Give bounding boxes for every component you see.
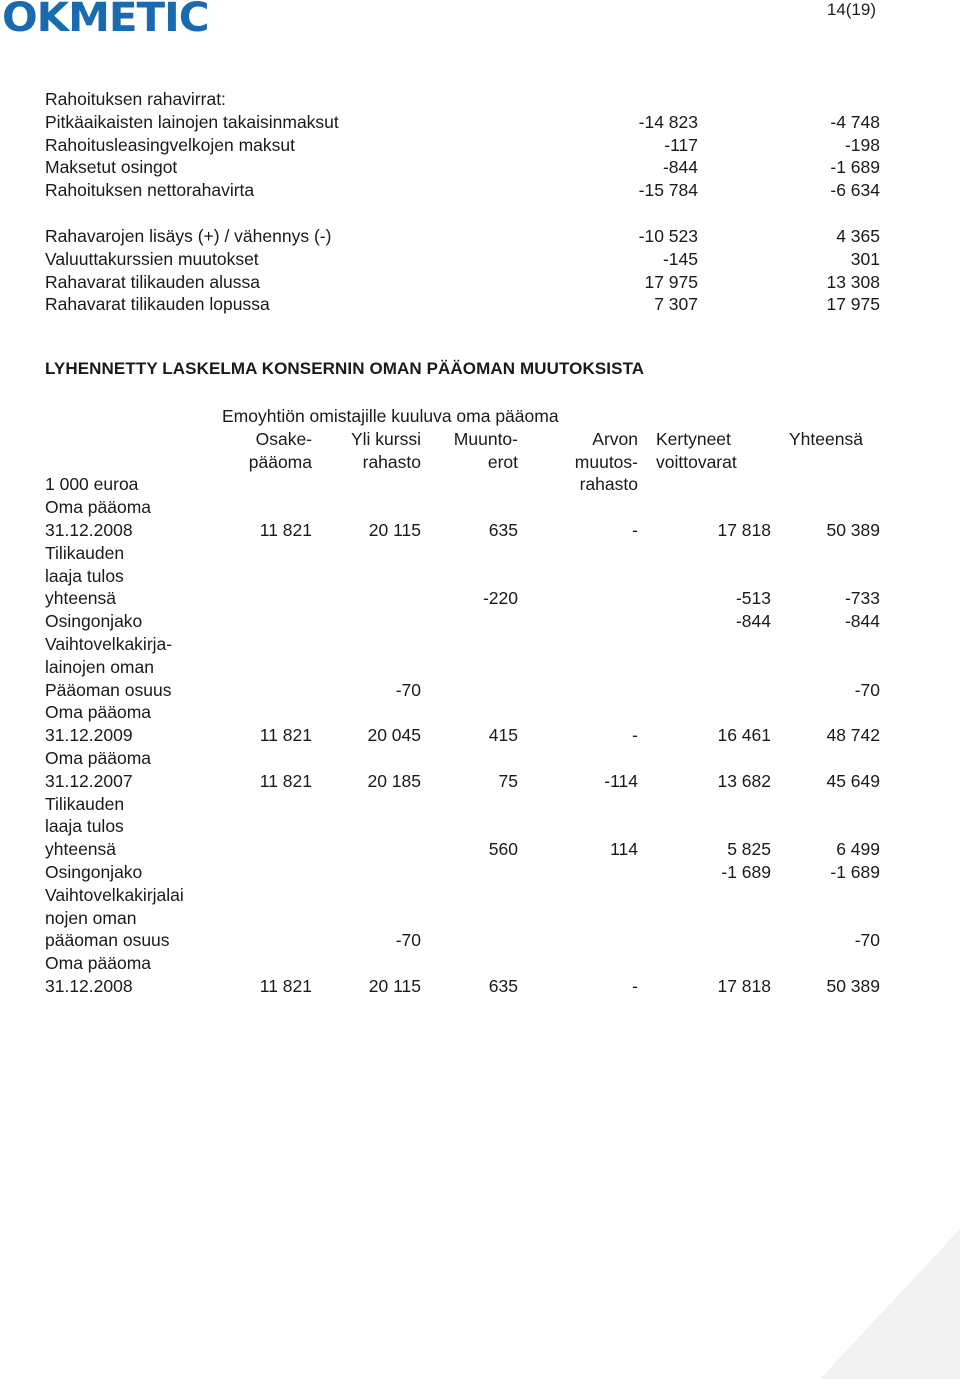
cashflow-row [45,156,880,179]
cashflow-section [45,88,880,316]
equity-section-title: LYHENNETTY LASKELMA KONSERNIN OMAN PÄÄOMAN MUUTOKSISTA [45,359,645,378]
table-cell: 415 [488,725,518,746]
table-cell: 45 649 [826,770,880,791]
col-header-share-premium: Yli kurssi [350,428,421,449]
table-cell: 11 821 [259,725,312,746]
table-cell: 13 682 [717,770,771,791]
table-row [45,724,880,747]
table-row [45,656,880,679]
table-cell: -114 [604,770,638,791]
row-label: Rahoituksen nettorahavirta [45,180,255,201]
table-cell: - [632,519,638,540]
table-cell: -220 [482,588,518,609]
value-2009: 17 975 [644,271,698,292]
col-header-share-capital-2: pääoma [248,451,312,472]
table-cell: -513 [735,588,771,609]
row-label: Rahavarat tilikauden lopussa [45,294,270,315]
value-2009: -14 823 [638,111,698,132]
header-row-1 [45,428,880,451]
table-row [45,929,880,952]
value-2008: 301 [850,248,880,269]
table-row [45,952,880,975]
table-cell: 16 461 [717,725,771,746]
row-label: 31.12.2007 [45,770,133,791]
table-row [45,770,880,793]
table-row [45,838,880,861]
table-cell: 6 499 [836,839,880,860]
row-label: Valuuttakurssien muutokset [45,248,259,269]
table-cell: 560 [488,839,518,860]
value-2009: -145 [662,248,698,269]
row-label: Maksetut osingot [45,157,178,178]
col-header-fair-value-2: muutos- [574,451,638,472]
table-row [45,747,880,770]
row-label: Oma pääoma [45,702,152,723]
table-row [45,975,880,998]
table-row [45,542,880,565]
value-2008: -198 [844,134,880,155]
table-cell: 48 742 [826,725,880,746]
cashflow-row [45,225,880,248]
row-label: Rahavarat tilikauden alussa [45,271,260,292]
table-cell: - [632,725,638,746]
table-cell: 114 [610,839,638,860]
cashflow-row [45,111,880,134]
table-row [45,793,880,816]
col-header-fair-value: Arvon [592,428,638,449]
col-header-fair-value-3: rahasto [579,474,638,495]
row-label: Tilikauden [45,793,125,814]
cashflow-row [45,179,880,202]
col-header-share-capital: Osake- [255,428,312,449]
row-label: laaja tulos [45,565,124,586]
value-2009: 7 307 [654,294,698,315]
table-cell: 50 389 [826,519,880,540]
col-header-translation-2: erot [487,451,518,472]
row-label: Vaihtovelkakirja- [45,633,173,654]
okmetic-logo: OKMETIC [2,0,209,41]
value-2008: -6 634 [830,180,880,201]
row-label: Rahavarojen lisäys (+) / vähennys (-) [45,225,332,246]
row-label: pääoman osuus [45,930,170,951]
cashflow-row [45,248,880,271]
table-cell: -1 689 [830,861,880,882]
table-cell: -70 [395,930,421,951]
equity-table-body [45,496,880,998]
table-row [45,633,880,656]
col-header-translation: Muunto- [453,428,518,449]
row-label: Vaihtovelkakirjalai [45,884,184,905]
table-cell: -844 [844,611,880,632]
header-row-group [45,405,880,428]
cashflow-row [45,293,880,316]
table-cell: 20 045 [367,725,421,746]
col-header-retained: Kertyneet [656,428,731,449]
unit-label: 1 000 euroa [45,474,139,495]
equity-table [45,405,880,998]
spacer [45,202,880,225]
row-label: Oma pääoma [45,747,152,768]
cashflow-heading: Rahoituksen rahavirrat: [45,89,226,109]
row-label: 31.12.2009 [45,725,133,746]
value-2008: 17 975 [826,294,880,315]
row-label: yhteensä [45,588,117,609]
table-row [45,565,880,588]
table-cell: 50 389 [826,975,880,996]
header-row-2 [45,451,880,474]
table-row [45,701,880,724]
row-label: Oma pääoma [45,497,152,518]
table-row [45,884,880,907]
table-row [45,861,880,884]
value-2008: -4 748 [830,111,880,132]
table-cell: 20 185 [367,770,421,791]
cashflow-row [45,134,880,157]
table-cell: 17 818 [717,975,771,996]
row-label: 31.12.2008 [45,975,133,996]
value-2009: -15 784 [638,180,698,201]
row-label: lainojen oman [45,656,154,677]
group-header: Emoyhtiön omistajille kuuluva oma pääoma [222,406,559,426]
table-row [45,610,880,633]
table-row [45,519,880,542]
table-cell: -70 [395,679,421,700]
cashflow-row [45,271,880,294]
col-header-retained-2: voittovarat [656,451,737,472]
row-label: yhteensä [45,839,117,860]
row-label: Osingonjako [45,611,143,632]
table-row [45,815,880,838]
row-label: 31.12.2008 [45,519,133,540]
table-cell: 11 821 [259,519,312,540]
page-number: 14(19) [826,0,876,19]
table-cell: 17 818 [717,519,771,540]
row-label: laaja tulos [45,816,124,837]
header-row-3 [45,473,880,496]
table-cell: 5 825 [727,839,771,860]
table-row [45,496,880,519]
table-cell: 635 [488,519,518,540]
table-row [45,679,880,702]
table-cell: 20 115 [368,975,421,996]
value-2009: -10 523 [638,225,698,246]
table-cell: -1 689 [721,861,771,882]
row-label: Pääoman osuus [45,679,172,700]
page-corner-decoration [820,1229,960,1379]
table-cell: 11 821 [259,975,312,996]
row-label: Rahoitusleasingvelkojen maksut [45,134,295,155]
table-row [45,907,880,930]
row-label: nojen oman [45,907,137,928]
table-cell: 635 [488,975,518,996]
cashflow-heading-row [45,88,880,111]
row-label: Osingonjako [45,861,143,882]
value-2009: -844 [662,157,698,178]
row-label: Pitkäaikaisten lainojen takaisinmaksut [45,111,339,132]
table-row [45,587,880,610]
table-cell: 75 [498,770,518,791]
table-cell: 11 821 [259,770,312,791]
col-header-total: Yhteensä [789,428,863,449]
value-2008: -1 689 [830,157,880,178]
table-cell: -70 [854,930,880,951]
table-cell: 20 115 [368,519,421,540]
table-cell: -844 [735,611,771,632]
col-header-share-premium-2: rahasto [362,451,421,472]
row-label: Oma pääoma [45,953,152,974]
table-cell: -70 [854,679,880,700]
value-2009: -117 [664,134,698,155]
value-2008: 4 365 [836,225,880,246]
value-2008: 13 308 [826,271,880,292]
table-cell: - [632,975,638,996]
row-label: Tilikauden [45,542,125,563]
table-cell: -733 [844,588,880,609]
